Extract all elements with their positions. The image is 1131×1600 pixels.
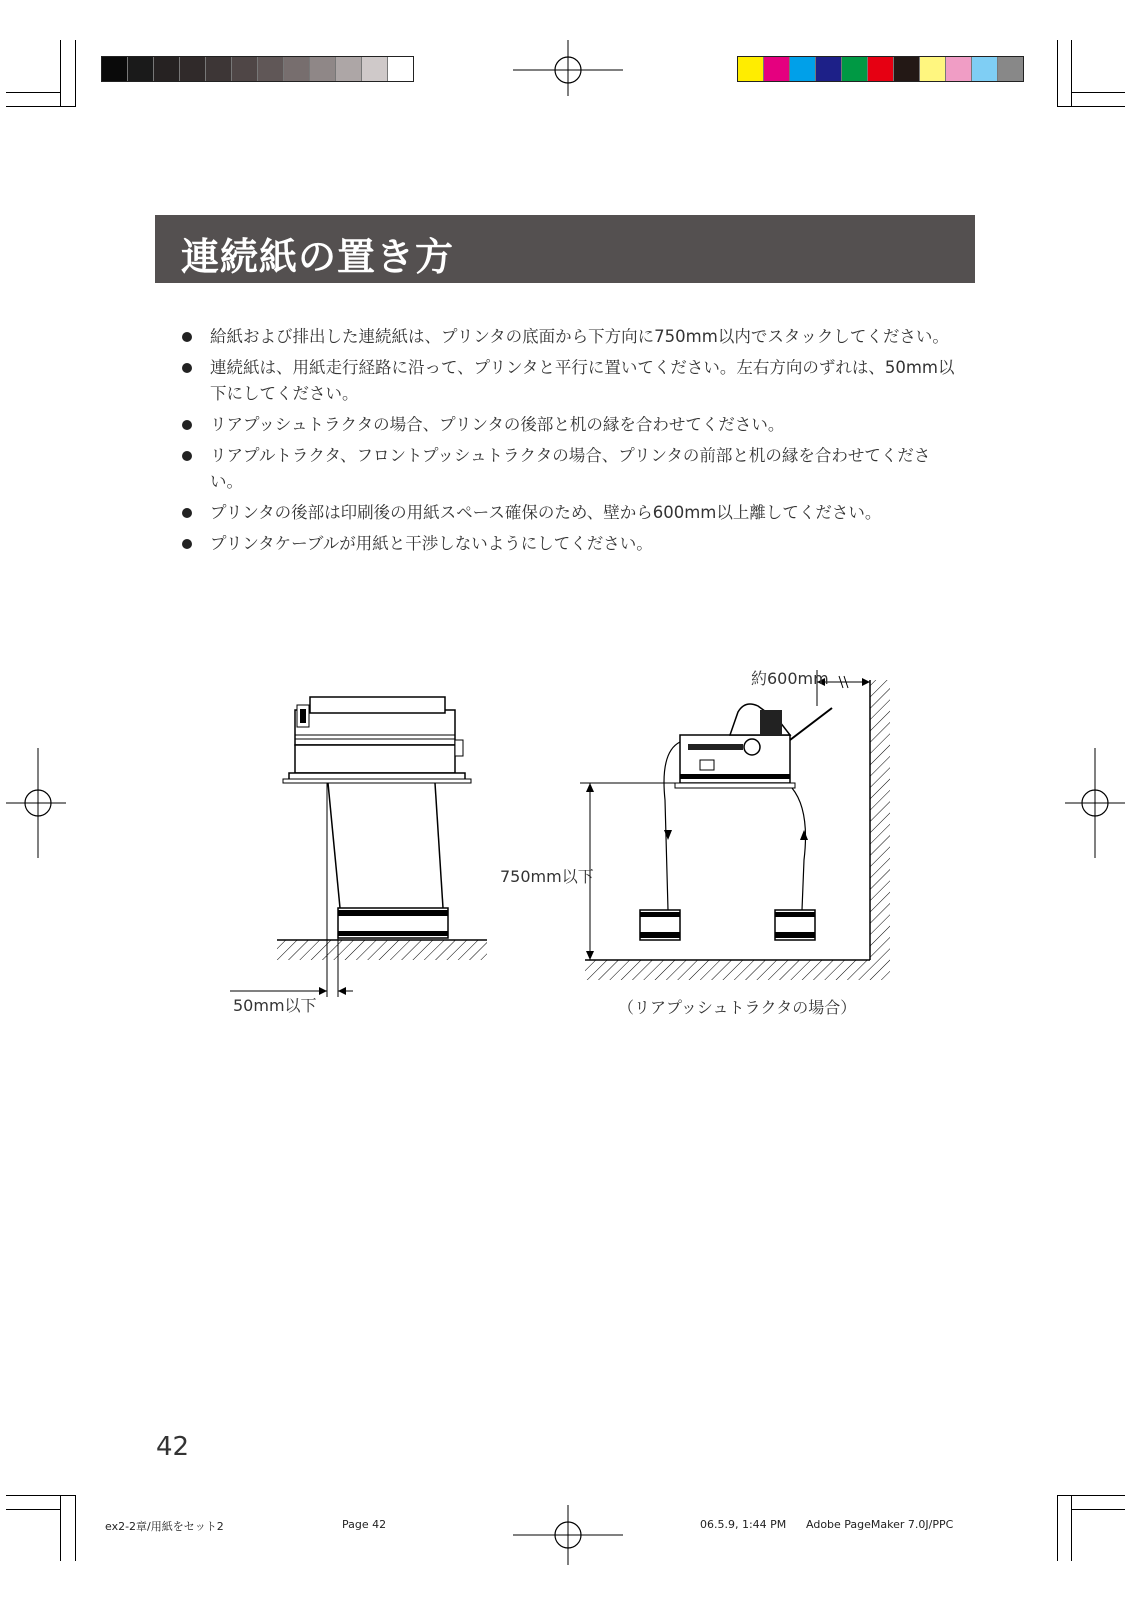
crop-mark (1057, 1495, 1058, 1561)
gray-color-bar (101, 56, 414, 82)
registration-mark-left (6, 748, 66, 858)
crop-mark (6, 1495, 76, 1496)
bullet-icon (182, 420, 192, 430)
color-swatch (764, 57, 790, 81)
color-swatch (388, 57, 413, 81)
color-swatch (336, 57, 362, 81)
registration-mark-top (513, 40, 623, 96)
bullet-icon (182, 363, 192, 373)
color-swatch (920, 57, 946, 81)
color-swatch (102, 57, 128, 81)
crop-mark (1057, 1495, 1125, 1496)
color-bar (737, 56, 1024, 82)
crop-mark (1071, 40, 1072, 106)
list-item: 給紙および排出した連続紙は、プリンタの底面から下方向に750mm以内でスタックしてください。 (180, 324, 960, 350)
dimension-label-50mm: 50mm以下 (233, 996, 317, 1015)
footer-page: Page 42 (342, 1518, 387, 1531)
color-swatch (868, 57, 894, 81)
footer-date: 06.5.9, 1:44 PM (700, 1518, 787, 1531)
color-swatch (362, 57, 388, 81)
section-title: 連続紙の置き方 (181, 235, 455, 279)
crop-mark (75, 40, 76, 106)
color-swatch (842, 57, 868, 81)
color-swatch (206, 57, 232, 81)
list-item: プリンタケーブルが用紙と干渉しないようにしてください。 (180, 531, 960, 557)
color-swatch (790, 57, 816, 81)
crop-mark (60, 40, 61, 106)
list-item: リアプッシュトラクタの場合、プリンタの後部と机の縁を合わせてください。 (180, 412, 960, 438)
color-swatch (180, 57, 206, 81)
crop-mark (1071, 1509, 1125, 1510)
color-swatch (310, 57, 336, 81)
figure-caption: （リアプッシュトラクタの場合） (618, 998, 857, 1017)
bullet-icon (182, 451, 192, 461)
color-swatch (154, 57, 180, 81)
dimension-label-750mm: 750mm以下 (500, 867, 594, 886)
color-swatch (894, 57, 920, 81)
dimension-label-600mm: 約600mm (751, 669, 829, 688)
color-swatch (946, 57, 972, 81)
crop-mark (75, 1495, 76, 1561)
list-item: 連続紙は、用紙走行経路に沿って、プリンタと平行に置いてください。左右方向のずれは、50mm以下にしてください。 (180, 355, 960, 407)
list-item: リアプルトラクタ、フロントプッシュトラクタの場合、プリンタの前部と机の縁を合わせてください。 (180, 443, 960, 495)
crop-mark (6, 106, 76, 107)
crop-mark (60, 1495, 61, 1561)
color-swatch (258, 57, 284, 81)
color-swatch (816, 57, 842, 81)
crop-mark (1071, 1495, 1072, 1561)
printer-front-view-illustration (225, 695, 515, 1015)
registration-mark-bottom (513, 1505, 623, 1565)
crop-mark (6, 1509, 60, 1510)
printer-side-view-illustration (580, 670, 890, 990)
color-swatch (128, 57, 154, 81)
crop-mark (6, 92, 60, 93)
list-item: プリンタの後部は印刷後の用紙スペース確保のため、壁から600mm以上離してください。 (180, 500, 960, 526)
footer-file-name: ex2-2章/用紙をセット2 (105, 1520, 224, 1533)
crop-mark (1057, 40, 1058, 106)
color-swatch (738, 57, 764, 81)
instruction-list (180, 324, 960, 562)
bullet-icon (182, 539, 192, 549)
registration-mark-right (1065, 748, 1125, 858)
page-number: 42 (156, 1432, 190, 1462)
color-swatch (998, 57, 1023, 81)
bullet-icon (182, 332, 192, 342)
section-title-bar (155, 215, 975, 283)
footer-application: Adobe PageMaker 7.0J/PPC (806, 1518, 954, 1531)
crop-mark (1071, 92, 1125, 93)
crop-mark (1057, 106, 1125, 107)
color-swatch (232, 57, 258, 81)
bullet-icon (182, 508, 192, 518)
color-swatch (284, 57, 310, 81)
color-swatch (972, 57, 998, 81)
